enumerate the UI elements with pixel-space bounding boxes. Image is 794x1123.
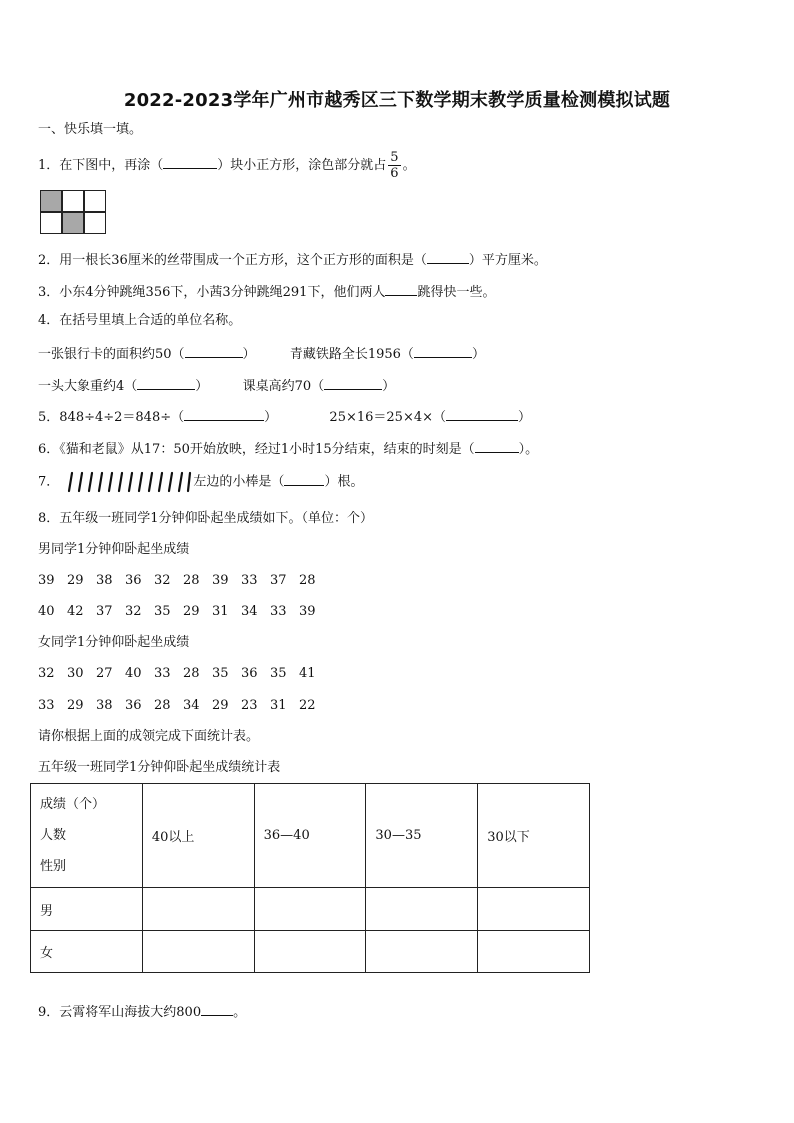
girls-scores-row-1: 32 30 27 40 33 28 35 36 35 41 (38, 666, 316, 681)
answer-blank[interactable] (324, 375, 382, 390)
table-header-row (31, 784, 590, 888)
question-6: 6．《猫和老鼠》从17：50开始放映，经过1小时15分结束，结束的时刻是（ ）。 (38, 438, 538, 459)
square-grid-figure (40, 190, 106, 234)
stick (79, 473, 82, 491)
table-row (31, 931, 590, 973)
table-input-cell[interactable] (254, 931, 366, 973)
stick (99, 473, 102, 491)
column-header: 30—35 (366, 784, 478, 888)
answer-blank[interactable] (385, 281, 417, 296)
stick (169, 473, 172, 491)
table-input-cell[interactable] (254, 888, 366, 931)
stick (129, 473, 132, 491)
question-7: 7． 左边的小棒是（ ）根。 (38, 470, 363, 495)
answer-blank[interactable] (414, 343, 472, 358)
grid-cell (40, 212, 62, 234)
answer-blank[interactable] (185, 343, 243, 358)
answer-blank[interactable] (137, 375, 195, 390)
column-header: 36—40 (254, 784, 366, 888)
table-input-cell[interactable] (366, 888, 478, 931)
boys-scores-row-2: 40 42 37 32 35 29 31 34 33 39 (38, 604, 316, 619)
stick (69, 473, 72, 491)
question-9: 9．云霄将军山海拔大约800 。 (38, 1001, 246, 1022)
sticks-figure (63, 470, 193, 494)
stick (188, 473, 190, 491)
grid-cell-shaded (62, 212, 84, 234)
stick (179, 473, 182, 491)
question-3: 3．小东4分钟跳绳356下，小茜3分钟跳绳291下，他们两人 跳得快一些。 (38, 281, 495, 302)
row-header: 男 (31, 888, 143, 931)
table-input-cell[interactable] (478, 931, 590, 973)
section-heading: 一、快乐填一填。 (38, 122, 143, 137)
table-row (31, 888, 590, 931)
girls-scores-title: 女同学1分钟仰卧起坐成绩 (38, 635, 190, 650)
page-title: 2022-2023学年广州市越秀区三下数学期末教学质量检测模拟试题 (123, 90, 671, 111)
fraction: $\frac{5}{6}$ (390, 150, 399, 181)
question-1: 1．在下图中，再涂（ ）块小正方形，涂色部分就占 $\frac{5}{6}$ 。 (38, 150, 416, 181)
boys-scores-title: 男同学1分钟仰卧起坐成绩 (38, 542, 190, 557)
question-5: 5．848÷4÷2＝848÷（ ） 25×16＝25×4×（ ） (38, 406, 531, 427)
answer-blank[interactable] (163, 154, 217, 169)
statistics-table (30, 783, 590, 973)
table-title: 五年级一班同学1分钟仰卧起坐成绩统计表 (38, 760, 281, 775)
grid-cell (84, 190, 106, 212)
grid-cell (84, 212, 106, 234)
answer-blank[interactable] (446, 406, 518, 421)
table-input-cell[interactable] (142, 888, 254, 931)
question-8: 8．五年级一班同学1分钟仰卧起坐成绩如下。（单位：个） (38, 511, 374, 526)
question-4: 4．在括号里填上合适的单位名称。 (38, 313, 242, 328)
column-header: 40以上 (142, 784, 254, 888)
question-4-row-2: 一头大象重约4（ ） 课桌高约70（ ） (38, 375, 395, 396)
grid-cell (62, 190, 84, 212)
stick (149, 473, 152, 491)
stick (159, 473, 162, 491)
table-input-cell[interactable] (366, 931, 478, 973)
answer-blank[interactable] (184, 406, 264, 421)
boys-scores-row-1: 39 29 38 36 32 28 39 33 37 28 (38, 573, 316, 588)
table-input-cell[interactable] (478, 888, 590, 931)
girls-scores-row-2: 33 29 38 36 28 34 29 23 31 22 (38, 698, 316, 713)
stick (119, 473, 122, 491)
answer-blank[interactable] (427, 249, 469, 264)
table-instruction: 请你根据上面的成领完成下面统计表。 (38, 729, 260, 744)
question-2: 2．用一根长36厘米的丝带围成一个正方形，这个正方形的面积是（ ）平方厘米。 (38, 249, 547, 270)
table-input-cell[interactable] (142, 931, 254, 973)
answer-blank[interactable] (201, 1001, 233, 1016)
question-4-row-1: 一张银行卡的面积约50（ ） 青藏铁路全长1956（ ） (38, 343, 485, 364)
stick (109, 473, 112, 491)
grid-cell-shaded (40, 190, 62, 212)
column-header: 30以下 (478, 784, 590, 888)
answer-blank[interactable] (284, 471, 324, 486)
stick (139, 473, 142, 491)
table-corner-cell: 成绩（个） 人数 性别 (31, 784, 143, 888)
answer-blank[interactable] (475, 438, 519, 453)
row-header: 女 (31, 931, 143, 973)
stick (89, 473, 92, 491)
